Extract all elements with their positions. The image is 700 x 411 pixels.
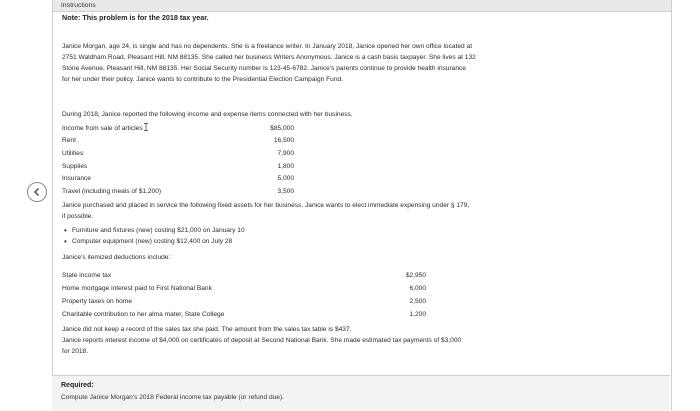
income-value: 1,800	[277, 163, 294, 170]
note-text: Note: This problem is for the 2018 tax year.	[62, 13, 209, 22]
intro-paragraph	[62, 41, 582, 85]
income-row	[62, 123, 294, 134]
income-label: Insurance	[62, 175, 91, 182]
income-row	[62, 135, 294, 146]
income-label: Utilities	[62, 150, 84, 157]
income-label: Rent	[62, 137, 76, 144]
deduction-row	[62, 283, 426, 294]
deduction-value: $2,950	[405, 272, 426, 279]
closing-line: for 2018.	[62, 348, 89, 355]
deduction-label: Charitable contribution to her alma mater, State College	[62, 311, 225, 318]
income-row	[62, 186, 294, 197]
deduction-label: Property taxes on home	[62, 298, 133, 305]
deductions-intro: Janice's itemized deductions include:	[62, 254, 171, 261]
intro-line: for her under their policy. Janice wants to contribute to the Presidential Election Campaign Fund.	[62, 76, 343, 83]
income-value: $85,000	[270, 125, 294, 132]
instructions-panel	[52, 0, 672, 410]
income-label: Supplies	[62, 163, 88, 170]
income-row	[62, 148, 294, 159]
income-value: 16,500	[273, 137, 294, 144]
required-section	[52, 375, 670, 411]
fixed-assets-list	[62, 225, 245, 247]
income-value: 7,900	[277, 150, 294, 157]
income-row	[62, 173, 294, 184]
fixed-assets-intro	[62, 200, 622, 222]
intro-line: Janice Morgan, age 24, is single and has no dependents. She is a freelance writer. In January 2018, Janice opened her own office located at	[62, 43, 473, 50]
closing-line: Janice did not keep a record of the sales tax she paid. The amount from the sales tax table is $437.	[62, 326, 352, 333]
deduction-value: 6,000	[409, 285, 426, 292]
intro-line: Stone Avenue, Pleasant Hill, NM 88135. Her Social Security number is 123-45-6782. Janice's parents continue to provide health insurance	[62, 65, 466, 72]
deduction-label: Home mortgage interest paid to First National Bank	[62, 285, 212, 292]
left-rail	[0, 0, 48, 410]
deduction-value: 1,200	[409, 311, 426, 318]
income-value: 5,000	[277, 175, 294, 182]
during-text: During 2018, Janice reported the following income and expense items connected with her business.	[62, 111, 353, 118]
panel-header: Instructions	[53, 0, 671, 12]
list-item: • Computer equipment (new) costing $12,400 on July 28	[62, 236, 245, 247]
income-row	[62, 161, 294, 172]
required-text: Compute Janice Morgan's 2018 Federal income tax payable (or refund due).	[61, 394, 285, 401]
list-item: • Furniture and fixtures (new) costing $21,000 on January 10	[62, 225, 245, 236]
intro-line: 2751 Waldham Road, Pleasant Hill, NM 88135. She called her business Writers Anonymous. Janice is a cash basis taxpayer. She lives at 132	[62, 54, 476, 61]
fixed-assets-line: Janice purchased and placed in service the following fixed assets for her business. Janice wants to elect immediate expensing under § 179,	[62, 202, 470, 209]
deduction-label: State income tax	[62, 272, 112, 279]
closing-line: Janice reports interest income of $4,000 on certificates of deposit at Second National Bank. She made estimated tax payments of $3,000	[62, 337, 462, 344]
closing-paragraph	[62, 324, 622, 357]
fixed-assets-line: if possible.	[62, 213, 94, 220]
income-label: Travel (including meals of $1,200)	[62, 188, 162, 195]
deduction-row	[62, 270, 426, 281]
back-button[interactable]	[27, 182, 47, 202]
deduction-row	[62, 296, 426, 307]
deduction-row	[62, 309, 426, 320]
chevron-left-icon	[32, 187, 42, 197]
deduction-value: 2,500	[409, 298, 426, 305]
income-value: 3,500	[277, 188, 294, 195]
required-title: Required:	[61, 382, 94, 389]
income-label: Income from sale of articles	[62, 123, 149, 134]
text-cursor-icon	[143, 123, 149, 131]
